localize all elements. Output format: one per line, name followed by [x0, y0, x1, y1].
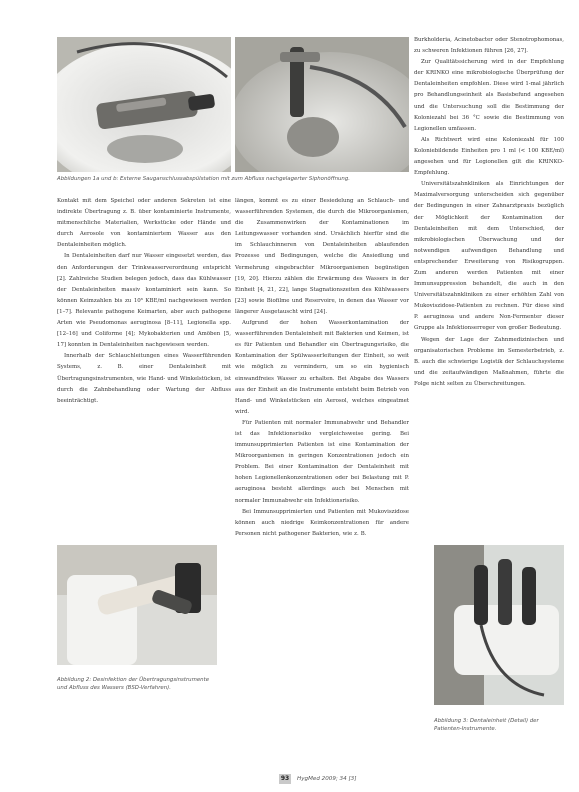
col3-paragraph-3: Als Richtwert wird eine Koloniezahl für 100 Koloniebildende Einheiten pro 1 ml (< 100 KBE/ml) angesehen und für Legionellen gilt die KRINKO-Empfehlung. — [414, 136, 564, 177]
col3-paragraph-2: Zur Qualitätssicherung wird in der Empfehlung der KRINKO eine mikrobiologische Überprüfung der Dentaleinheiten empfohlen. Diese wird 1-mal jährlich pro Behandlungseinheit als Basisbefund angesehen und die Untersuchung soll die Bestimmung der Koloniezahl bei 36 °C sowie die Bestimmung von Legionellen umfassen. — [414, 59, 564, 132]
col2-paragraph-1: längen, kommt es zu einer Besiedelung an Schlauch- und wasserführenden Systemen, die durch die Mikroorganismen, die Zusammenwirken der Kontaminationen im Leitungswasser vorhanden sind. Ursächlich hierfür sind die im Schlauchinneren von Dentaleinheiten ablaufenden Prozesse und Bedingungen, welche die Ansiedlung und Vermehrung eingebrachter Mikroorganismen begünstigen [19, 20]. Hierzu zählen die Erwärmung des Wassers in der Einheit [4, 21, 22], lange Stagnationszeiten des Kühlwassers [23] sowie Biofilme und Reservoire, in denen das Wasser vor längerer Ausgetauscht wird [24]. — [235, 198, 409, 315]
text-column-3 — [414, 35, 564, 390]
col3-paragraph-5: Wegen der Lage der Zahnmedizinischen und organisatorischen Probleme im Semesterbetrieb, z. B. auch die schwierige Logistik der Schlauchsysteme und die zeitaufwändigen Maßnahmen, führte die Folge nicht selten zu Überschreitungen. — [414, 336, 564, 387]
figure-2-photo — [57, 545, 217, 665]
figure-1-caption: Abbildungen 1a und b: Externe Sauganschlussabspülstation mit zum Abfluss nachgelagerter Siphonöffnung. — [57, 176, 350, 182]
figure-1b-photo — [235, 37, 409, 172]
dental-unit-image — [434, 545, 564, 705]
page-footer — [0, 774, 579, 786]
journal-reference: HygMed 2009; 34 [3] — [297, 776, 357, 782]
handpiece-disinfection-image — [57, 545, 217, 665]
page-number: 93 — [280, 775, 290, 782]
col2-paragraph-3: Für Patienten mit normaler Immunabwehr und Behandler ist das Infektionsrisiko vergleichsweise gering. Bei immunsupprimierten Patienten ist eine Kontamination der Mikroorganismen in geringen Konzentrationen jedoch ein Problem. Bei einer Kontamination der Dentaleinheit mit hohen Legionellenkonzentrationen oder bei Belastung mit P. aeruginosa besteht allerdings auch bei Menschen mit normaler Immunabwehr ein Infektionsrisiko. — [235, 419, 409, 504]
figure-2-caption: Abbildung 2: Desinfektion der Übertragungsinstrumente und Abfluss des Wassers (BSD-Verfahren). — [57, 677, 210, 691]
text-column-2 — [235, 196, 409, 540]
text-column-1 — [57, 196, 231, 407]
col1-paragraph-3: Innerhalb der Schlauchleitungen eines Wasserführenden Systems, z. B. einer Dentaleinheit mit Übertragungsinstrumenten, wie Hand- und Winkelstücken, ist durch die Zahnbehandlung oder Wartung der Abfluss beeinträchtigt. — [57, 353, 231, 404]
col3-paragraph-1: Burkholderia, Acinetobacter oder Stenotrophomonas, zu schweren Infektionen führen [26, 27]. — [414, 37, 564, 55]
col1-paragraph-2: In Dentaleinheiten darf nur Wasser eingesetzt werden, das den Anforderungen der Trinkwasserverordnung entspricht [2]. Zahlreiche Studien belegen jedoch, dass das Kühlwasser der Dentaleinheiten massiv kontaminiert sein kann. So können Keimzahlen bis zu 10⁶ KBE/ml nachgewiesen werden [1–7]. Relevante pathogene Keimarten, aber auch pathogene Arten wie Pseudomonas aeruginosa [8–11], Legionella spp. [12–16] und Coliforme [4]; Mykobakterien und Amöben [5, 17] konnten in Dentaleinheiten nachgewiesen werden. — [57, 253, 231, 349]
figure-3-photo — [434, 545, 564, 705]
figure-1a-photo — [57, 37, 231, 172]
col2-paragraph-2: Aufgrund der hohen Wasserkontamination der wasserführenden Dentaleinheit mit Bakterien und Keimen, ist es für Patienten und Behandler ein Übertragungsrisiko, die Kontamination der Spülwasserleitungen der Einheit, so weit wie möglich zu vermindern, um so ein hygienisch einwandfreies Wasser zu erhalten. Bei Abgabe des Wassers aus der Einheit an die Instrumente entsteht beim Betrieb von Hand- und Winkelstücken ein Aerosol, welches eingeatmet wird. — [235, 320, 409, 415]
figure-3-caption: Abbildung 3: Dentaleinheit (Detail) der Patienten-Instrumente. — [434, 718, 539, 732]
sink-basin-image — [57, 37, 231, 172]
col2-paragraph-4: Bei Immunsupprimierten und Patienten mit Mukoviszidose können auch niedrige Keimkonzentrationen für andere Personen nicht pathogener Bakterien, wie z. B. — [235, 508, 409, 537]
suction-station-image — [235, 37, 409, 172]
col1-paragraph-1: Kontakt mit dem Speichel oder anderen Sekreten ist eine indirekte Übertragung z. B. über kontaminierte Instrumente, mitmenschliche Materialien, Werkstücke oder Hände und durch Aerosole von kontaminiertem Wasser aus den Dentaleinheiten möglich. — [57, 198, 231, 249]
col3-paragraph-4: Universitätszahnkliniken als Einrichtungen der Maximalversorgung unterscheiden sich gegenüber der Bedingungen in einer Zahnarztpraxis bezüglich der Möglichkeit der Kontamination der Dentaleinheiten mit dem Unterschied, der mikrobiologischen Überwachung und der notwendigen aufwendigen Behandlung und entsprechender Erweiterung von Risikogruppen. Zum anderen werden Patienten mit einer Immunsuppression behandelt, die auch in den Universitätszahnkliniken zu einer erhöhten Zahl von Mukoviszidose-Patienten zu rechnen. Für diese sind P. aeruginosa und andere Non-Fermenter dieser Gruppe als Infektionserreger von großer Bedeutung. — [414, 181, 564, 332]
